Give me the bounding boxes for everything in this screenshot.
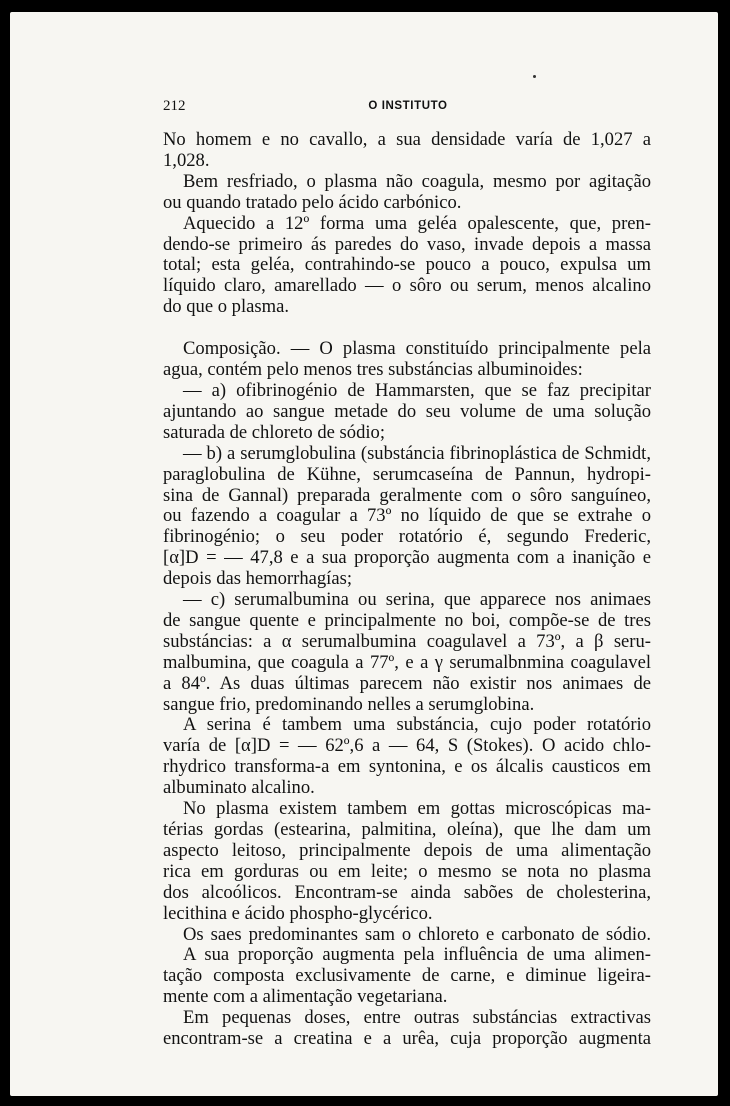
- text-line: varía de [α]D = — 62º,6 a — 64, S (Stokes). O acido chlo-: [163, 735, 651, 757]
- text-line: líquido claro, amarellado — o sôro ou serum, menos alcalino: [163, 275, 651, 297]
- text-line: Em pequenas doses, entre outras substáncias extractivas: [183, 1007, 651, 1029]
- text-line: aspecto leitoso, principalmente depois de uma alimentação: [163, 839, 651, 861]
- paragraph: [163, 444, 651, 590]
- text-line: — b) a serumglobulina (substáncia fibrinoplástica de Schmidt,: [183, 442, 651, 464]
- text-line: dendo-se primeiro ás paredes do vaso, invade depois a massa: [163, 233, 651, 255]
- text-line: Aquecido a 12º forma uma geléa opalescente, que, pren-: [183, 212, 651, 234]
- paragraph: [163, 945, 651, 1008]
- text-line: ou fazendo a coagular a 73º no líquido de que se extrahe o: [163, 505, 651, 527]
- text-line: a 84º. As duas últimas parecem não existir nos animaes de: [163, 672, 651, 694]
- text-line: sangue frio, predominando nelles a serumglobina.: [163, 693, 535, 715]
- paragraph: [163, 715, 651, 799]
- text-line: Composição. — O plasma constituído principalmente pela: [183, 338, 651, 360]
- text-line: rhydrico transforma-a em syntonina, e os álcalis causticos em: [163, 756, 651, 778]
- ink-speck: [533, 75, 536, 78]
- text-line: — a) ofibrinogénio de Hammarsten, que se faz precipitar: [183, 379, 651, 401]
- text-line: depois das hemorrhagías;: [163, 568, 352, 590]
- text-line: do que o plasma.: [163, 296, 289, 318]
- text-line: encontram-se a creatina e a urêa, cuja proporção augmenta: [163, 1028, 651, 1050]
- text-line: No homem e no cavallo, a sua densidade varía de 1,027 a: [163, 129, 651, 150]
- paragraph: [163, 381, 651, 444]
- section-spacer: [163, 318, 651, 339]
- running-header: [163, 98, 653, 118]
- text-line: mente com a alimentação vegetariana.: [163, 986, 448, 1008]
- text-line: Os saes predominantes sam o chloreto e carbonato de sódio.: [183, 923, 651, 945]
- text-line: lecithina e ácido phospho-glycérico.: [163, 902, 433, 924]
- running-title: O INSTITUTO: [368, 100, 448, 112]
- text-line: ou quando tratado pelo ácido carbónico.: [163, 191, 462, 213]
- text-line: agua, contém pelo menos tres substáncias albuminoides:: [163, 359, 583, 381]
- book-page: [10, 12, 718, 1096]
- paragraph: [163, 925, 651, 946]
- text-line: rica em gorduras ou em leite; o mesmo se nota no plasma: [163, 860, 651, 882]
- text-line: fibrinogénio; o seu poder rotatório é, segundo Frederic,: [163, 526, 651, 548]
- paragraph: [163, 339, 651, 381]
- text-line: paraglobulina de Kühne, serumcaseína de Pannun, hydropi-: [163, 463, 651, 485]
- paragraph: [163, 799, 651, 924]
- text-line: tação composta exclusivamente de carne, e diminue ligeira-: [163, 965, 651, 987]
- body-text: [163, 130, 651, 1050]
- paragraph: [163, 214, 651, 319]
- text-line: ajuntando ao sangue metade do seu volume de uma solução: [163, 400, 651, 422]
- text-line: 1,028.: [163, 149, 210, 171]
- text-line: total; esta geléa, contrahindo-se pouco a pouco, expulsa um: [163, 254, 651, 276]
- page-number: 212: [163, 98, 186, 114]
- text-line: [α]D = — 47,8 e a sua proporção augmenta com a inanição e: [163, 547, 651, 569]
- text-line: A sua proporção augmenta pela influência de uma alimen-: [183, 944, 651, 966]
- text-line: A serina é tambem uma substáncia, cujo poder rotatório: [183, 714, 651, 736]
- text-line: térias gordas (estearina, palmitina, oleína), que lhe dam um: [163, 819, 651, 840]
- text-line: saturada de chloreto de sódio;: [163, 421, 386, 443]
- text-line: sina de Gannal) preparada geralmente com o sôro sanguíneo,: [163, 484, 651, 506]
- paragraph: [163, 130, 651, 172]
- text-line: — c) serumalbumina ou serina, que apparece nos animaes: [183, 589, 651, 611]
- text-line: substáncias: a α serumalbumina coagulavel a 73º, a β seru-: [163, 630, 651, 652]
- text-line: de sangue quente e principalmente no boi, compõe-se de tres: [163, 609, 651, 631]
- text-line: dos alcoólicos. Encontram-se ainda sabões de cholesterina,: [163, 881, 651, 903]
- text-line: albuminato alcalino.: [163, 777, 315, 799]
- paragraph: [163, 590, 651, 715]
- text-line: malbumina, que coagula a 77º, e a γ serumalbnmina coagulavel: [163, 651, 651, 673]
- paragraph: [163, 172, 651, 214]
- text-line: No plasma existem tambem em gottas microscópicas ma-: [183, 798, 651, 820]
- text-line: Bem resfriado, o plasma não coagula, mesmo por agitação: [183, 170, 651, 192]
- paragraph: [163, 1008, 651, 1050]
